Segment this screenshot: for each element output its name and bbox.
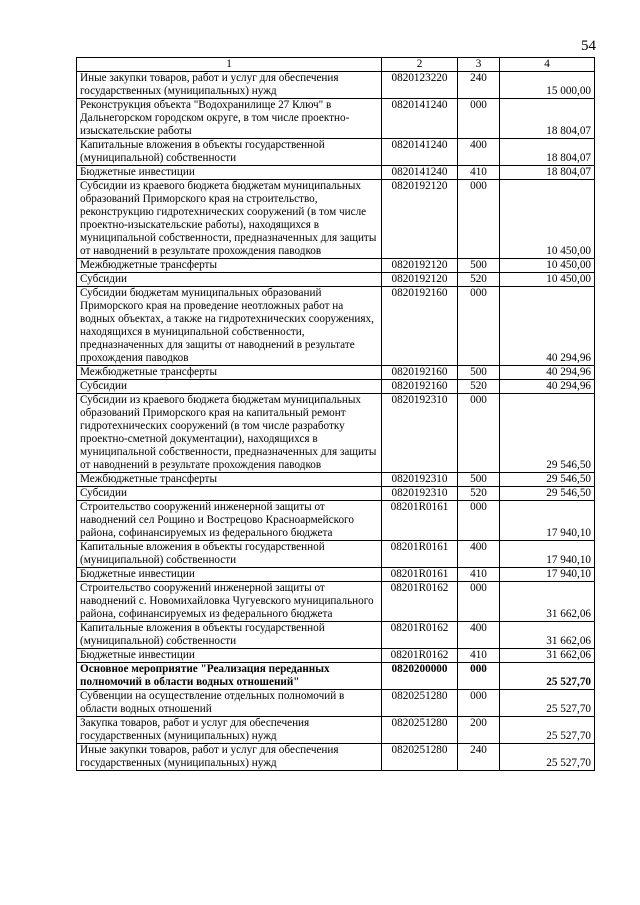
- row-name-cell: Иные закупки товаров, работ и услуг для обеспечения государственных (муниципальных) нужд: [77, 744, 382, 771]
- row-sum-cell: 29 546,50: [500, 487, 595, 501]
- row-expense-type-cell: 200: [458, 717, 500, 744]
- header-cell-code: 2: [382, 58, 458, 72]
- row-sum-cell: 17 940,10: [500, 568, 595, 582]
- row-code-cell: 0820141240: [382, 139, 458, 166]
- row-code-cell: 08201R0162: [382, 649, 458, 663]
- row-name-cell: Иные закупки товаров, работ и услуг для обеспечения государственных (муниципальных) нужд: [77, 72, 382, 99]
- table-row: [77, 72, 595, 99]
- row-name-cell: Субсидии из краевого бюджета бюджетам муниципальных образований Приморского края на капитальный ремонт гидротехнических сооружений (в том числе разработку проектно-сметной документации), находящихся в муниципальной собственности, предназначенных для защиты от наводнений в результате прохождения паводков: [77, 394, 382, 473]
- row-code-cell: 0820192160: [382, 380, 458, 394]
- row-code-cell: 0820200000: [382, 663, 458, 690]
- row-expense-type-cell: 500: [458, 366, 500, 380]
- row-expense-type-cell: 000: [458, 663, 500, 690]
- row-code-cell: 08201R0161: [382, 541, 458, 568]
- budget-table: [76, 57, 595, 771]
- row-sum-cell: 25 527,70: [500, 717, 595, 744]
- row-expense-type-cell: 520: [458, 487, 500, 501]
- table-row: [77, 568, 595, 582]
- row-code-cell: 0820192120: [382, 180, 458, 259]
- row-name-cell: Строительство сооружений инженерной защиты от наводнений с. Новомихайловка Чугуевского муниципального района, софинансируемых из федерального бюджета: [77, 582, 382, 622]
- row-sum-cell: 17 940,10: [500, 541, 595, 568]
- row-expense-type-cell: 410: [458, 568, 500, 582]
- row-name-cell: Бюджетные инвестиции: [77, 568, 382, 582]
- row-sum-cell: 31 662,06: [500, 622, 595, 649]
- table-row: [77, 487, 595, 501]
- row-sum-cell: 25 527,70: [500, 744, 595, 771]
- row-expense-type-cell: 500: [458, 259, 500, 273]
- table-row: [77, 139, 595, 166]
- row-sum-cell: 29 546,50: [500, 394, 595, 473]
- row-code-cell: 08201R0162: [382, 582, 458, 622]
- row-sum-cell: 18 804,07: [500, 139, 595, 166]
- row-code-cell: 0820192160: [382, 287, 458, 366]
- header-cell-name: 1: [77, 58, 382, 72]
- row-expense-type-cell: 240: [458, 72, 500, 99]
- row-name-cell: Субвенции на осуществление отдельных полномочий в области водных отношений: [77, 690, 382, 717]
- row-code-cell: 0820123220: [382, 72, 458, 99]
- row-expense-type-cell: 240: [458, 744, 500, 771]
- table-row: [77, 541, 595, 568]
- row-expense-type-cell: 000: [458, 180, 500, 259]
- table-row: [77, 166, 595, 180]
- row-sum-cell: 31 662,06: [500, 582, 595, 622]
- row-name-cell: Капитальные вложения в объекты государственной (муниципальной) собственности: [77, 139, 382, 166]
- table-row: [77, 582, 595, 622]
- row-expense-type-cell: 520: [458, 380, 500, 394]
- header-cell-sum: 4: [500, 58, 595, 72]
- row-code-cell: 0820141240: [382, 166, 458, 180]
- row-name-cell: Бюджетные инвестиции: [77, 649, 382, 663]
- row-name-cell: Строительство сооружений инженерной защиты от наводнений сел Рощино и Вострецово Красноармейского района, софинансируемых из федерального бюджета: [77, 501, 382, 541]
- row-name-cell: Субсидии: [77, 487, 382, 501]
- table-row: [77, 99, 595, 139]
- table-row: [77, 717, 595, 744]
- row-code-cell: 0820192310: [382, 394, 458, 473]
- row-expense-type-cell: 410: [458, 166, 500, 180]
- row-name-cell: Реконструкция объекта "Водохранилище 27 Ключ" в Дальнегорском городском округе, в том числе проектно-изыскательские работы: [77, 99, 382, 139]
- row-expense-type-cell: 410: [458, 649, 500, 663]
- row-name-cell: Межбюджетные трансферты: [77, 473, 382, 487]
- table-row: [77, 180, 595, 259]
- row-expense-type-cell: 000: [458, 690, 500, 717]
- row-code-cell: 0820192310: [382, 487, 458, 501]
- row-sum-cell: 18 804,07: [500, 166, 595, 180]
- row-code-cell: 08201R0161: [382, 568, 458, 582]
- header-cell-expense-type: 3: [458, 58, 500, 72]
- table-row: [77, 501, 595, 541]
- table-row: [77, 259, 595, 273]
- row-code-cell: 08201R0162: [382, 622, 458, 649]
- row-code-cell: 0820192120: [382, 273, 458, 287]
- row-expense-type-cell: 400: [458, 541, 500, 568]
- table-row: [77, 380, 595, 394]
- row-code-cell: 0820251280: [382, 717, 458, 744]
- row-sum-cell: 29 546,50: [500, 473, 595, 487]
- table-header-row: [77, 58, 595, 72]
- row-name-cell: Капитальные вложения в объекты государственной (муниципальной) собственности: [77, 622, 382, 649]
- table-row: [77, 366, 595, 380]
- row-sum-cell: 40 294,96: [500, 287, 595, 366]
- row-sum-cell: 40 294,96: [500, 380, 595, 394]
- table-row: [77, 473, 595, 487]
- row-sum-cell: 17 940,10: [500, 501, 595, 541]
- row-expense-type-cell: 000: [458, 501, 500, 541]
- row-name-cell: Бюджетные инвестиции: [77, 166, 382, 180]
- row-code-cell: 08201R0161: [382, 501, 458, 541]
- row-sum-cell: 10 450,00: [500, 180, 595, 259]
- row-sum-cell: 31 662,06: [500, 649, 595, 663]
- row-name-cell: Межбюджетные трансферты: [77, 366, 382, 380]
- row-expense-type-cell: 500: [458, 473, 500, 487]
- row-name-cell: Закупка товаров, работ и услуг для обеспечения государственных (муниципальных) нужд: [77, 717, 382, 744]
- row-sum-cell: 10 450,00: [500, 273, 595, 287]
- row-sum-cell: 15 000,00: [500, 72, 595, 99]
- row-name-cell: Субсидии: [77, 273, 382, 287]
- row-expense-type-cell: 000: [458, 287, 500, 366]
- row-name-cell: Субсидии из краевого бюджета бюджетам муниципальных образований Приморского края на строительство, реконструкцию гидротехнических сооружений (в том числе проектно-изыскательские работы), находящихся в муниципальной собственности, предназначенных для защиты от наводнений в результате прохождения паводков: [77, 180, 382, 259]
- row-sum-cell: 25 527,70: [500, 663, 595, 690]
- row-code-cell: 0820192120: [382, 259, 458, 273]
- page-number: 54: [581, 38, 596, 54]
- row-sum-cell: 25 527,70: [500, 690, 595, 717]
- row-code-cell: 0820141240: [382, 99, 458, 139]
- row-expense-type-cell: 400: [458, 139, 500, 166]
- row-name-cell: Основное мероприятие "Реализация переданных полномочий в области водных отношений": [77, 663, 382, 690]
- table-row: [77, 287, 595, 366]
- row-name-cell: Межбюджетные трансферты: [77, 259, 382, 273]
- table-row: [77, 649, 595, 663]
- row-expense-type-cell: 000: [458, 99, 500, 139]
- row-expense-type-cell: 520: [458, 273, 500, 287]
- table-row: [77, 663, 595, 690]
- row-expense-type-cell: 400: [458, 622, 500, 649]
- table-row: [77, 273, 595, 287]
- row-sum-cell: 18 804,07: [500, 99, 595, 139]
- row-expense-type-cell: 000: [458, 394, 500, 473]
- row-name-cell: Субсидии: [77, 380, 382, 394]
- row-code-cell: 0820192310: [382, 473, 458, 487]
- table-row: [77, 690, 595, 717]
- row-expense-type-cell: 000: [458, 582, 500, 622]
- row-sum-cell: 10 450,00: [500, 259, 595, 273]
- row-code-cell: 0820251280: [382, 690, 458, 717]
- row-name-cell: Субсидии бюджетам муниципальных образований Приморского края на проведение неотложных работ на водных объектах, а также на гидротехнических сооружениях, находящихся в муниципальной собственности, предназначенных для защиты от наводнений в результате прохождения паводков: [77, 287, 382, 366]
- row-sum-cell: 40 294,96: [500, 366, 595, 380]
- table-row: [77, 394, 595, 473]
- table-row: [77, 622, 595, 649]
- row-name-cell: Капитальные вложения в объекты государственной (муниципальной) собственности: [77, 541, 382, 568]
- table-row: [77, 744, 595, 771]
- row-code-cell: 0820251280: [382, 744, 458, 771]
- row-code-cell: 0820192160: [382, 366, 458, 380]
